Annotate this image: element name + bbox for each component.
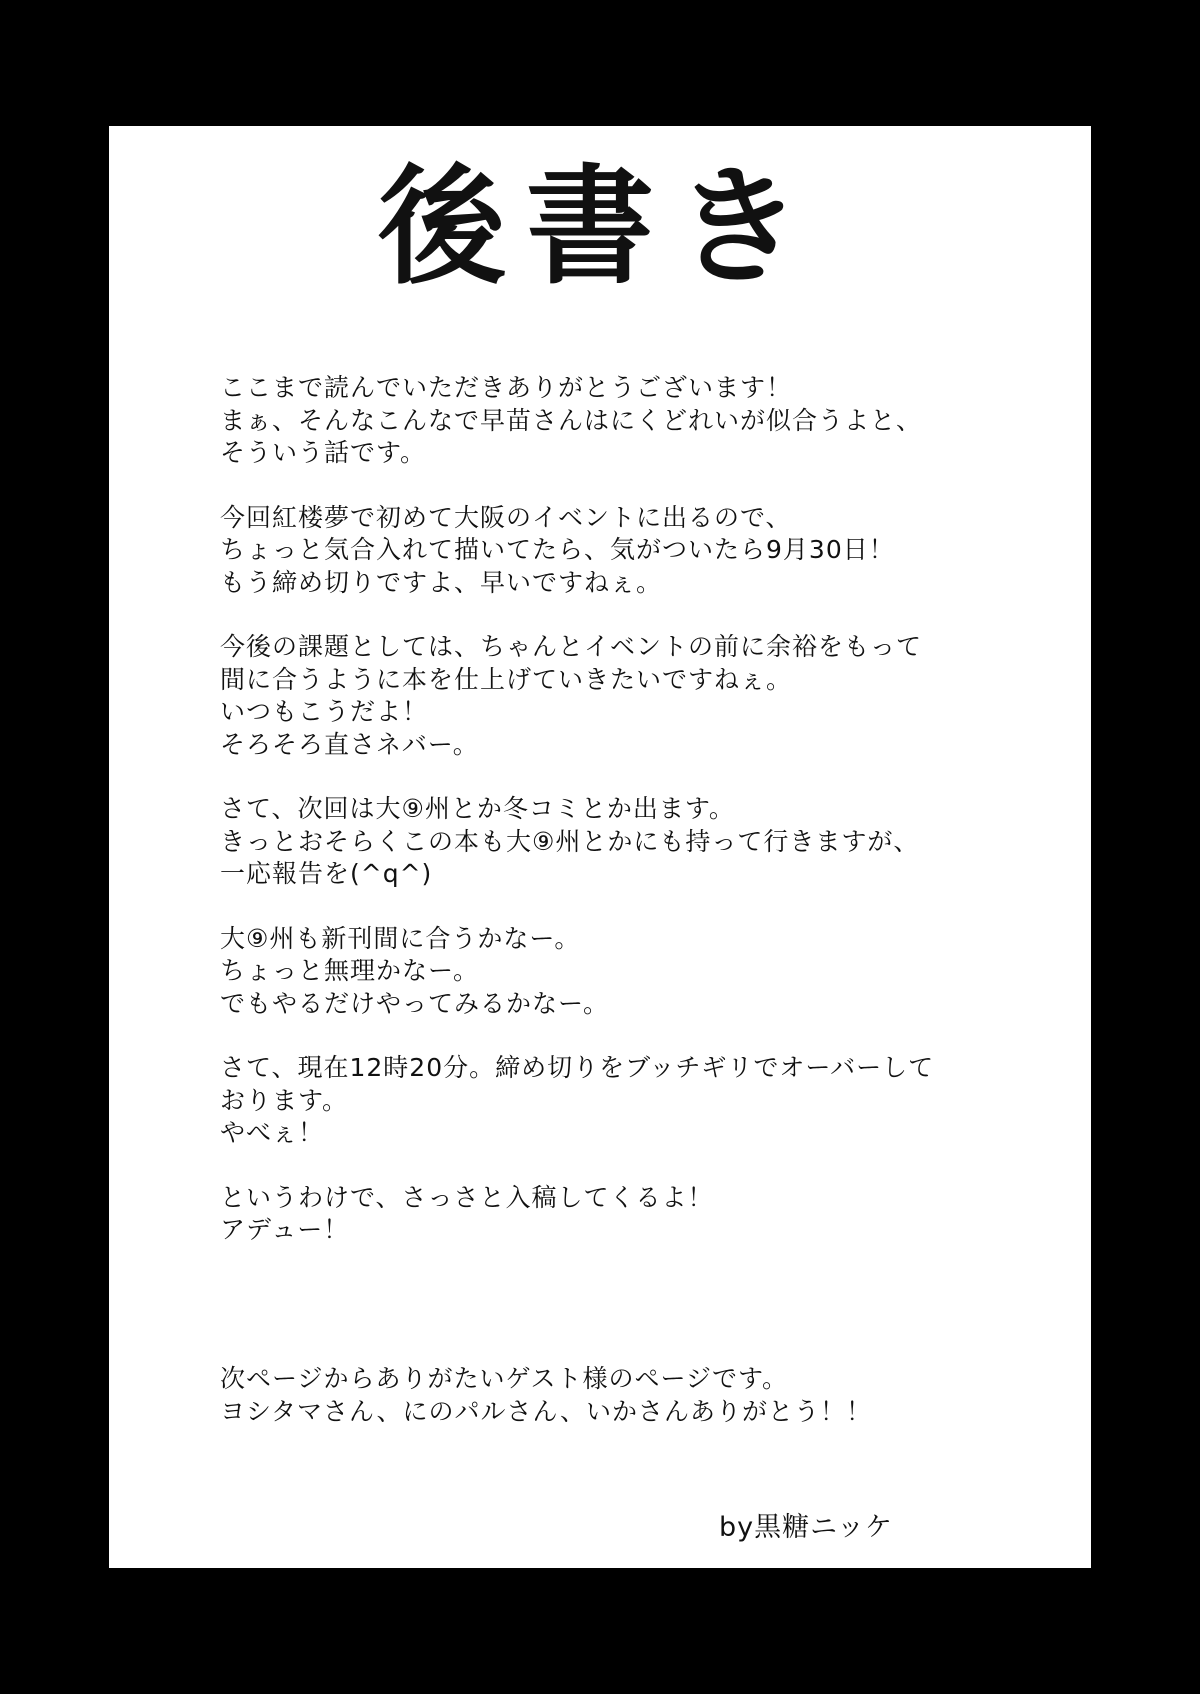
- text-line: さて、次回は大⑨州とか冬コミとか出ます。: [220, 794, 735, 823]
- text-line: というわけで、さっさと入稿してくるよ！: [220, 1182, 714, 1212]
- afterword-page: [109, 126, 1091, 1568]
- text-line: 大⑨州も新刊間に合うかなー。: [220, 923, 581, 953]
- afterword-body: [220, 372, 1020, 1279]
- text-line: いつもこうだよ！: [220, 697, 429, 726]
- text-line: アデュー！: [220, 1215, 350, 1244]
- text-line: 次ページからありがたいゲスト様のページです。: [220, 1364, 789, 1393]
- page-title: 後書き: [377, 153, 822, 302]
- text-line: ヨシタマさん、にのパルさん、いかさんありがとう！！: [220, 1396, 873, 1426]
- paragraph-4: [220, 793, 1020, 891]
- paragraph-1: [220, 372, 1020, 470]
- text-line: ここまで読んでいただきありがとうございます！: [220, 373, 793, 402]
- text-line: もう締め切りですよ、早いですねぇ。: [220, 567, 663, 597]
- guest-page-note: [220, 1363, 872, 1428]
- text-line: 間に合うように本を仕上げていきたいですねぇ。: [220, 664, 793, 694]
- text-line: でもやるだけやってみるかなー。: [220, 988, 610, 1018]
- paragraph-5: [220, 923, 1020, 1021]
- text-line: そろそろ直さネバー。: [220, 729, 479, 759]
- text-line: 一応報告を(^q^): [220, 859, 433, 888]
- text-line: やべぇ！: [220, 1118, 325, 1147]
- text-line: さて、現在12時20分。締め切りをブッチギリでオーバーして: [220, 1053, 935, 1082]
- paragraph-3: [220, 631, 1020, 761]
- paragraph-2: [220, 502, 1020, 600]
- text-line: 今回紅楼夢で初めて大阪のイベントに出るので、: [220, 502, 792, 532]
- text-line: そういう話です。: [220, 438, 427, 467]
- text-line: おります。: [220, 1085, 349, 1115]
- text-line: きっとおそらくこの本も大⑨州とかにも持って行きますが、: [220, 826, 920, 856]
- paragraph-6: [220, 1052, 1020, 1150]
- paragraph-7: [220, 1182, 1020, 1247]
- text-line: ちょっと気合入れて描いてたら、気がついたら9月30日！: [220, 535, 895, 564]
- text-line: 今後の課題としては、ちゃんとイベントの前に余裕をもって: [220, 632, 923, 661]
- text-line: まぁ、そんなこんなで早苗さんはにくどれいが似合うよと、: [220, 405, 923, 435]
- author-signature: by黒糖ニッケ: [719, 1512, 894, 1543]
- text-line: ちょっと無理かなー。: [220, 956, 480, 985]
